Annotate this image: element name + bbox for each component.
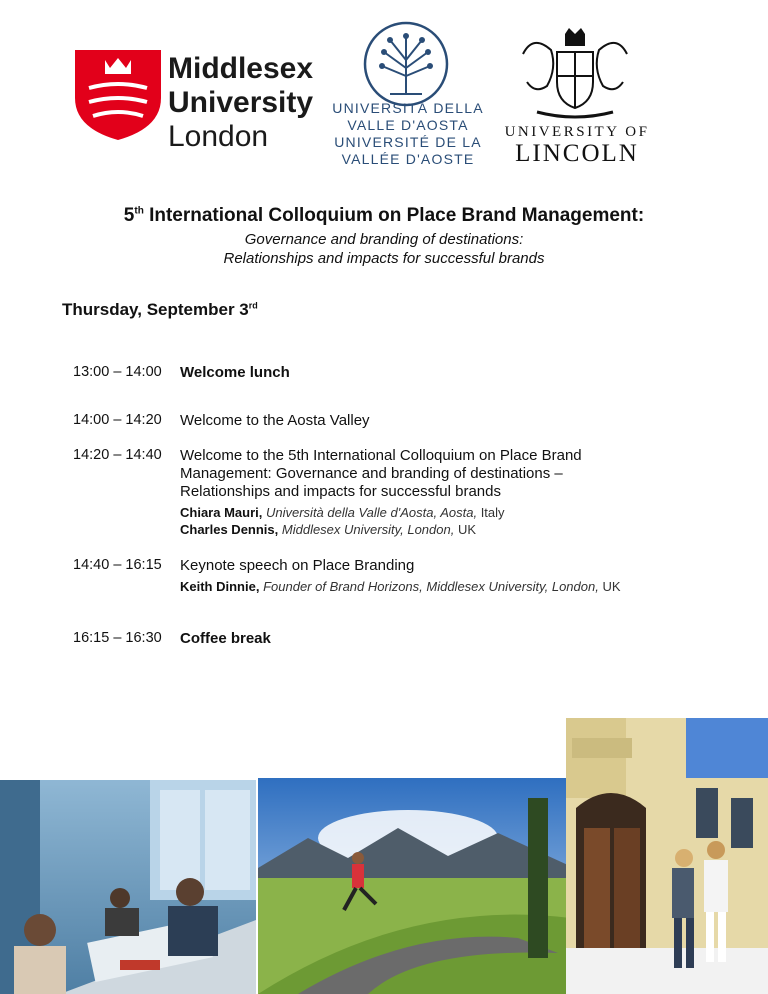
lincoln-coat-of-arms-logo <box>517 24 633 122</box>
middlesex-shield-logo <box>75 50 161 140</box>
schedule-event-title: Welcome lunch <box>180 364 290 381</box>
middlesex-wordmark: Middlesex University London <box>168 52 314 153</box>
speaker-line: Chiara Mauri, Università della Valle d'Aosta, Aosta, Italy <box>180 505 505 520</box>
schedule-time: 14:20 – 14:40 <box>73 447 162 463</box>
schedule-time: 13:00 – 14:00 <box>73 364 162 380</box>
schedule-event-title: Keynote speech on Place Branding <box>180 557 415 574</box>
schedule-event-title: Welcome to the Aosta Valley <box>180 412 370 429</box>
schedule-event-title: Welcome to the 5th International Colloquium on Place Brand Management: Governance and branding of destinations – Relationships and impacts for successful brands <box>180 447 582 500</box>
university-building-photo <box>566 718 768 994</box>
aosta-tree-logo <box>362 20 450 108</box>
mountain-runner-photo <box>258 778 570 994</box>
colloquium-subtitle: Governance and branding of destinations: Relationships and impacts for successful brands <box>223 231 545 267</box>
lincoln-wordmark: UNIVERSITY OF LINCOLN <box>504 124 650 167</box>
schedule-time: 14:40 – 16:15 <box>73 557 162 573</box>
schedule-event-title: Coffee break <box>180 630 271 647</box>
speaker-line: Keith Dinnie, Founder of Brand Horizons, Middlesex University, London, UK <box>180 579 621 594</box>
aosta-wordmark: UNIVERSITÀ DELLA VALLE D'AOSTA UNIVERSITÉ DE LA VALLÉE D'AOSTE <box>332 100 484 167</box>
speaker-line: Charles Dennis, Middlesex University, London, UK <box>180 522 477 537</box>
schedule-time: 14:00 – 14:20 <box>73 412 162 428</box>
day-heading: Thursday, September 3rd <box>62 300 258 319</box>
schedule-time: 16:15 – 16:30 <box>73 630 162 646</box>
colloquium-title: 5th International Colloquium on Place Brand Management: <box>123 205 645 226</box>
classroom-photo <box>0 780 256 994</box>
